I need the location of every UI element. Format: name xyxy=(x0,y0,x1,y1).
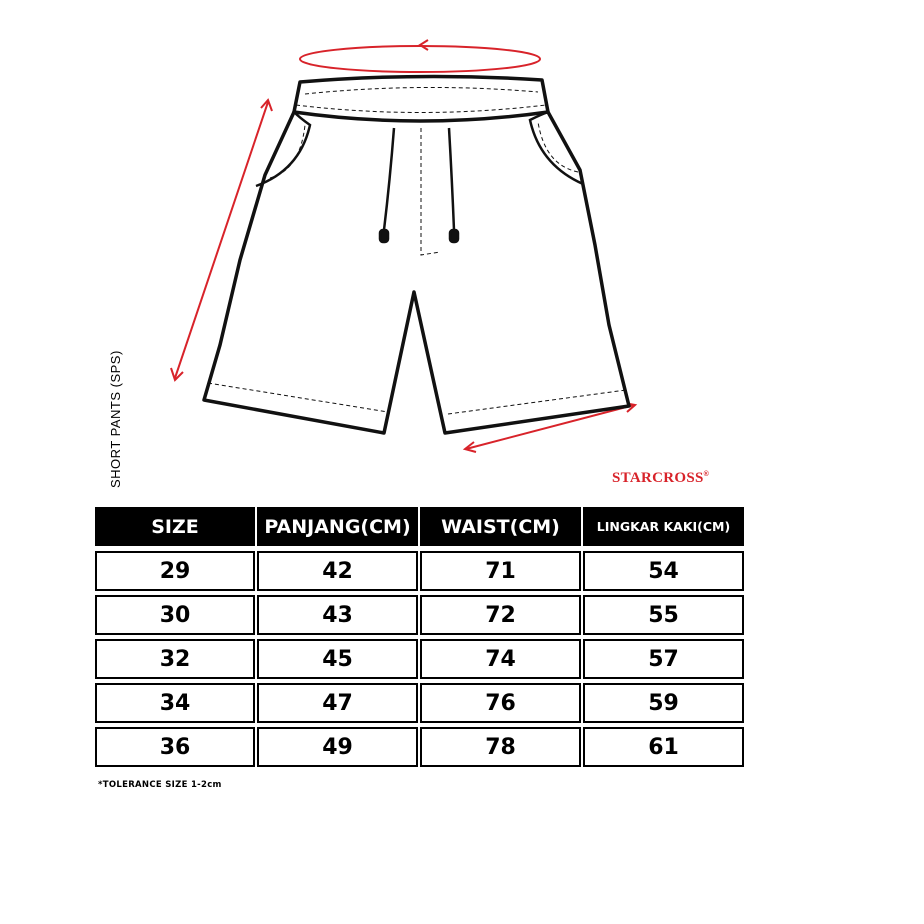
cell-size: 30 xyxy=(95,595,255,635)
cell-panjang: 47 xyxy=(257,683,418,723)
waist-measure-arrow xyxy=(300,40,540,72)
cell-waist: 76 xyxy=(420,683,581,723)
brand-logo xyxy=(612,470,709,487)
product-type-label: SHORT PANTS (SPS) xyxy=(108,350,123,488)
table-row xyxy=(95,639,742,679)
table-row xyxy=(95,595,742,635)
cell-lingkar-kaki: 55 xyxy=(583,595,744,635)
cell-waist: 71 xyxy=(420,551,581,591)
cell-panjang: 43 xyxy=(257,595,418,635)
cell-size: 32 xyxy=(95,639,255,679)
header-size: SIZE xyxy=(95,507,255,546)
cell-lingkar-kaki: 57 xyxy=(583,639,744,679)
cell-panjang: 49 xyxy=(257,727,418,767)
size-chart-table xyxy=(95,507,742,771)
cell-size: 34 xyxy=(95,683,255,723)
cell-panjang: 45 xyxy=(257,639,418,679)
header-waist: WAIST(CM) xyxy=(420,507,581,546)
header-panjang: PANJANG(CM) xyxy=(257,507,418,546)
cell-waist: 72 xyxy=(420,595,581,635)
cell-lingkar-kaki: 54 xyxy=(583,551,744,591)
brand-name: STARCROSS xyxy=(612,470,704,486)
cell-waist: 78 xyxy=(420,727,581,767)
shorts-outline xyxy=(204,76,629,433)
table-row xyxy=(95,683,742,723)
tolerance-note: *TOLERANCE SIZE 1-2cm xyxy=(98,780,222,790)
table-header-row xyxy=(95,507,742,546)
table-row xyxy=(95,551,742,591)
cell-panjang: 42 xyxy=(257,551,418,591)
header-lingkar-kaki: LINGKAR KAKI(CM) xyxy=(583,507,744,546)
cell-lingkar-kaki: 59 xyxy=(583,683,744,723)
cell-lingkar-kaki: 61 xyxy=(583,727,744,767)
cell-size: 36 xyxy=(95,727,255,767)
table-row xyxy=(95,727,742,767)
cell-size: 29 xyxy=(95,551,255,591)
cell-waist: 74 xyxy=(420,639,581,679)
registered-mark: ® xyxy=(703,471,710,478)
